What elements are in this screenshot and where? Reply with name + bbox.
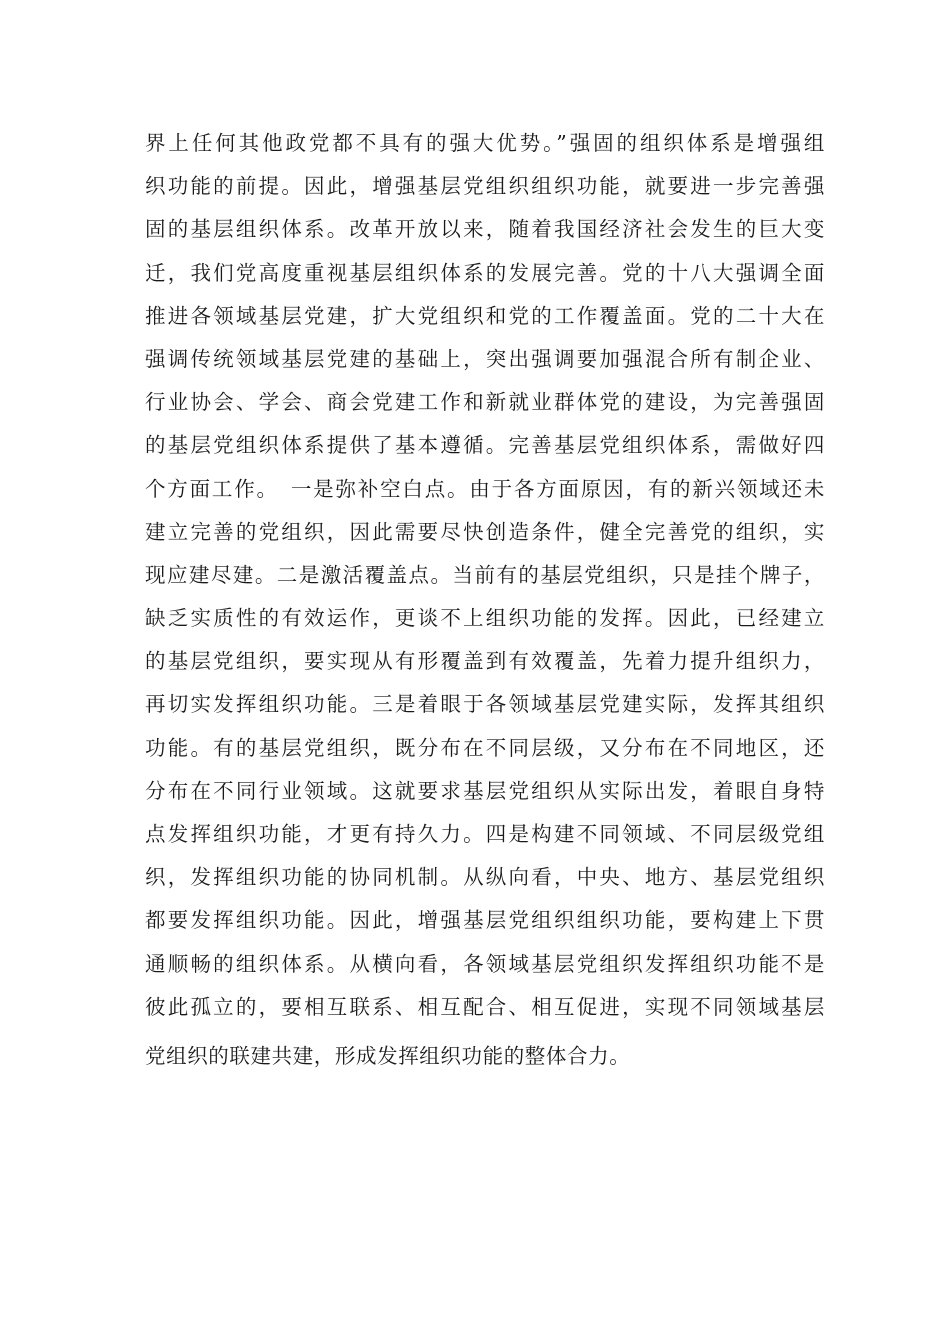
body-paragraph [145, 122, 825, 1078]
text-line: 功能。有的基层党组织，既分布在不同层级，又分布在不同地区，还 [145, 735, 825, 760]
text-line: 个方面工作。 一是弥补空白点。由于各方面原因，有的新兴领域还未 [145, 476, 825, 501]
text-line: 再切实发挥组织功能。三是着眼于各领域基层党建实际，发挥其组织 [145, 692, 825, 717]
text-line: 现应建尽建。二是激活覆盖点。当前有的基层党组织，只是挂个牌子， [145, 562, 825, 587]
text-line: 织，发挥组织功能的协同机制。从纵向看，中央、地方、基层党组织 [145, 865, 825, 890]
text-line: 建立完善的党组织，因此需要尽快创造条件，健全完善党的组织，实 [145, 519, 825, 544]
text-line: 缺乏实质性的有效运作，更谈不上组织功能的发挥。因此，已经建立 [145, 606, 825, 631]
text-line: 织功能的前提。因此，增强基层党组织组织功能，就要进一步完善强 [145, 174, 825, 199]
text-line: 强调传统领域基层党建的基础上，突出强调要加强混合所有制企业、 [145, 346, 825, 371]
text-line: 彼此孤立的，要相互联系、相互配合、相互促进，实现不同领域基层 [145, 994, 825, 1019]
text-line: 固的基层组织体系。改革开放以来，随着我国经济社会发生的巨大变 [145, 217, 825, 242]
text-line: 的基层党组织，要实现从有形覆盖到有效覆盖，先着力提升组织力， [145, 649, 825, 674]
text-line: 行业协会、学会、商会党建工作和新就业群体党的建设，为完善强固 [145, 390, 825, 415]
text-line: 推进各领域基层党建，扩大党组织和党的工作覆盖面。党的二十大在 [145, 303, 825, 328]
text-line: 分布在不同行业领域。这就要求基层党组织从实际出发，着眼自身特 [145, 778, 825, 803]
text-line: 点发挥组织功能，才更有持久力。四是构建不同领域、不同层级党组 [145, 822, 825, 846]
text-line: 界上任何其他政党都不具有的强大优势。”强固的组织体系是增强组 [145, 131, 825, 155]
text-line: 迁，我们党高度重视基层组织体系的发展完善。党的十八大强调全面 [145, 260, 825, 285]
text-line: 都要发挥组织功能。因此，增强基层党组织组织功能，要构建上下贯 [145, 908, 825, 933]
text-line: 的基层党组织体系提供了基本遵循。完善基层党组织体系，需做好四 [145, 433, 825, 458]
text-line: 通顺畅的组织体系。从横向看，各领域基层党组织发挥组织功能不是 [145, 951, 825, 976]
text-line: 党组织的联建共建，形成发挥组织功能的整体合力。 [145, 1043, 631, 1068]
